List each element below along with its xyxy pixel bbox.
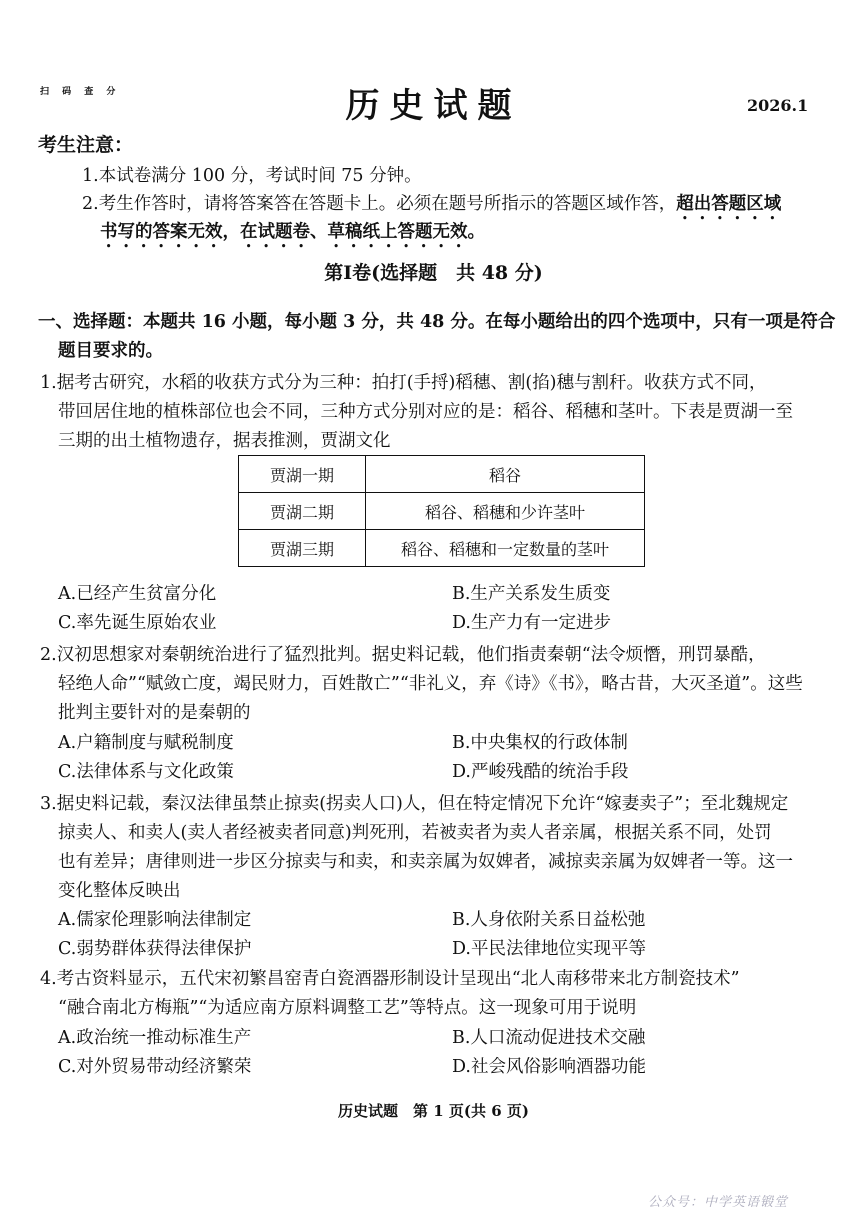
notice-item-2-text: 2.考生作答时，请将答案答在答题卡上。必须在题号所指示的答题区域作答，	[82, 194, 677, 214]
q3-stem-line3: 也有差异；唐律则进一步区分掠卖与和卖，和卖亲属为奴婢者，减掠卖亲属为奴婢者一等。这一	[58, 852, 793, 872]
q1-option-b: B.生产关系发生质变	[452, 584, 611, 604]
q1-stem-line1: 1.据考古研究，水稻的收获方式分为三种：拍打(手捋)稻穗、割(掐)穗与割秆。收获方式不同，	[40, 373, 767, 393]
notice-item-2-cont: 书写的答案无效，在试题卷、草稿纸上答题无效。	[100, 222, 485, 242]
table-row	[239, 530, 645, 567]
table-cell: 稻谷、稻穗和一定数量的茎叶	[366, 530, 645, 567]
q2-option-a: A.户籍制度与赋税制度	[58, 733, 234, 753]
q4-stem-line1: 4.考古资料显示，五代宋初繁昌窑青白瓷酒器形制设计呈现出“北人南移带来北方制瓷技术”	[40, 969, 740, 989]
q3-option-c: C.弱势群体获得法律保护	[58, 939, 252, 959]
q1-table	[238, 455, 645, 567]
q2-option-b: B.中央集权的行政体制	[452, 733, 628, 753]
q3-option-b: B.人身依附关系日益松弛	[452, 910, 646, 930]
q4-option-d: D.社会风俗影响酒器功能	[452, 1057, 646, 1077]
q1-option-a: A.已经产生贫富分化	[58, 584, 217, 604]
q4-stem-line2: “融合南北方梅瓶”“为适应南方原料调整工艺”等特点。这一现象可用于说明	[58, 998, 637, 1018]
notice-heading: 考生注意：	[38, 134, 134, 156]
page-footer: 历史试题 第 1 页(共 6 页)	[338, 1102, 529, 1120]
notice-item-2-emphasis: 超出答题区域	[676, 194, 782, 214]
notice-item-1: 1.本试卷满分 100 分，考试时间 75 分钟。	[82, 166, 422, 186]
table-cell: 稻谷	[366, 456, 645, 493]
q3-stem-line2: 掠卖人、和卖人(卖人者经被卖者同意)判死刑，若被卖者为卖人者亲属，根据关系不同，处罚	[58, 823, 772, 843]
q3-option-a: A.儒家伦理影响法律制定	[58, 910, 252, 930]
q2-option-c: C.法律体系与文化政策	[58, 762, 234, 782]
q4-option-a: A.政治统一推动标准生产	[58, 1028, 252, 1048]
watermark: 公众号：中学英语锻堂	[648, 1195, 789, 1210]
table-row	[239, 456, 645, 493]
scan-note: 扫 码 查 分	[40, 87, 121, 97]
table-cell: 稻谷、稻穗和少许茎叶	[366, 493, 645, 530]
q1-stem-line2: 带回居住地的植株部位也会不同，三种方式分别对应的是：稻谷、稻穗和茎叶。下表是贾湖一至	[58, 402, 793, 422]
q4-option-b: B.人口流动促进技术交融	[452, 1028, 646, 1048]
q1-option-d: D.生产力有一定进步	[452, 613, 611, 633]
part-intro-line1: 一、选择题：本题共 16 小题，每小题 3 分，共 48 分。在每小题给出的四个选项中，只有一项是符合	[38, 312, 836, 332]
q3-option-d: D.平民法律地位实现平等	[452, 939, 646, 959]
exam-date: 2026.1	[747, 96, 809, 115]
part-intro-line2: 题目要求的。	[58, 341, 163, 361]
table-cell: 贾湖一期	[239, 456, 366, 493]
q3-stem-line1: 3.据史料记载，秦汉法律虽禁止掠卖(拐卖人口)人，但在特定情况下允许“嫁妻卖子”；至北魏规定	[40, 794, 789, 814]
table-cell: 贾湖二期	[239, 493, 366, 530]
q2-stem-line2: 轻绝人命”“赋敛亡度，竭民财力，百姓散亡”“非礼义，弃《诗》《书》，略古昔，大灭圣道”。这些	[58, 674, 803, 694]
q2-stem-line1: 2.汉初思想家对秦朝统治进行了猛烈批判。据史料记载，他们指责秦朝“法令烦憯，刑罚暴酷，	[40, 645, 766, 665]
q3-stem-line4: 变化整体反映出	[58, 881, 181, 901]
page-title: 历史试题	[345, 86, 522, 126]
section-title: 第Ⅰ卷(选择题 共 48 分)	[324, 262, 543, 284]
q4-option-c: C.对外贸易带动经济繁荣	[58, 1057, 252, 1077]
q2-stem-line3: 批判主要针对的是秦朝的	[58, 703, 251, 723]
q1-option-c: C.率先诞生原始农业	[58, 613, 217, 633]
q2-option-d: D.严峻残酷的统治手段	[452, 762, 629, 782]
table-row	[239, 493, 645, 530]
q1-stem-line3: 三期的出土植物遗存，据表推测，贾湖文化	[58, 431, 391, 451]
table-cell: 贾湖三期	[239, 530, 366, 567]
